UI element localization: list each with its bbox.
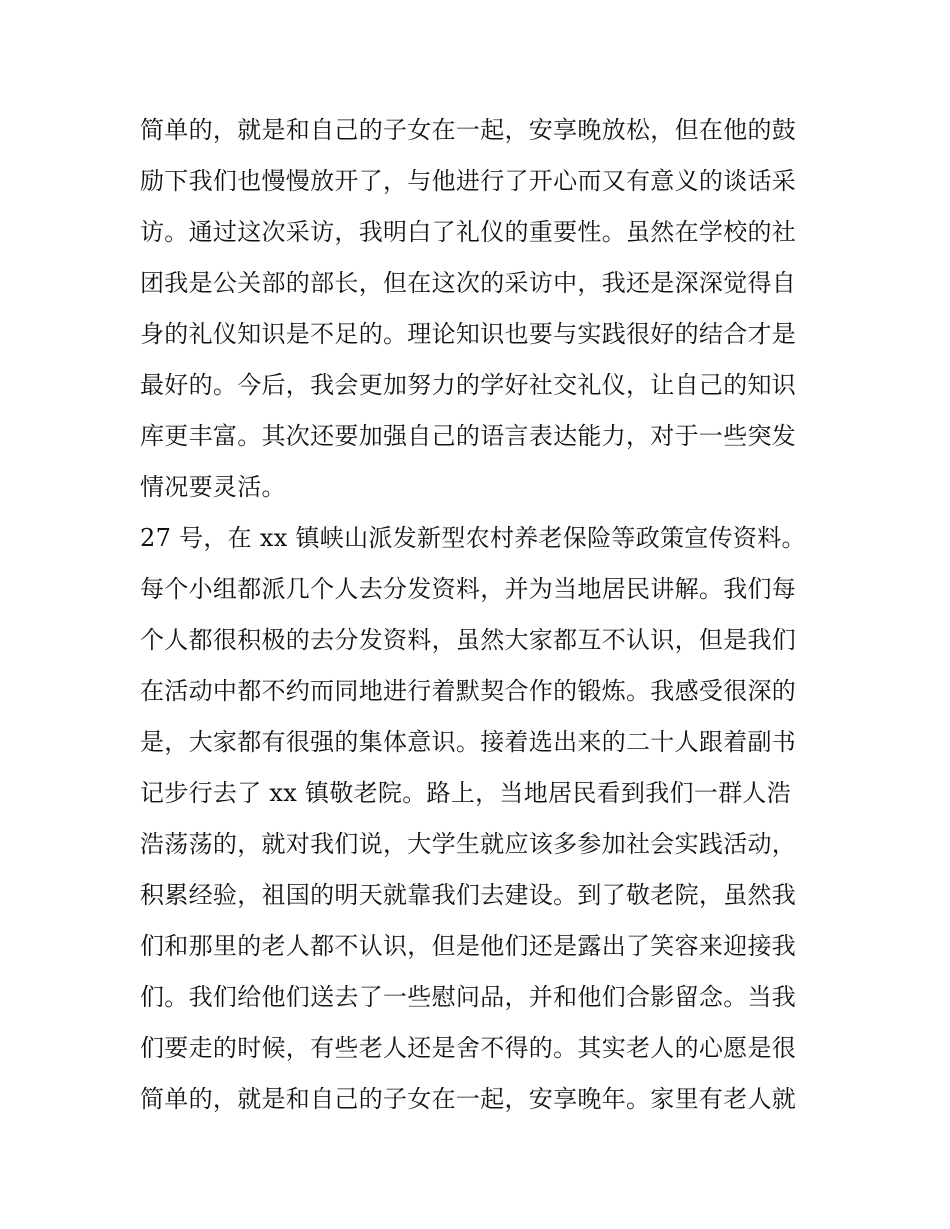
text-line: 在活动中都不约而同地进行着默契合作的锻炼。我感受很深的 — [140, 677, 797, 705]
text-line: 简单的，就是和自己的子女在一起，安享晚年。家里有老人就 — [140, 1085, 797, 1113]
text-line: 积累经验，祖国的明天就靠我们去建设。到了敬老院，虽然我 — [140, 881, 797, 909]
text-line: 最好的。今后，我会更加努力的学好社交礼仪，让自己的知识 — [140, 371, 797, 399]
text-line: 们要走的时候，有些老人还是舍不得的。其实老人的心愿是很 — [140, 1034, 797, 1062]
text-line: 库更丰富。其次还要加强自己的语言表达能力，对于一些突发 — [140, 422, 797, 450]
text-line: 记步行去了 xx 镇敬老院。路上，当地居民看到我们一群人浩 — [140, 779, 792, 807]
text-line: 每个小组都派几个人去分发资料，并为当地居民讲解。我们每 — [140, 575, 797, 603]
text-line: 访。通过这次采访，我明白了礼仪的重要性。虽然在学校的社 — [140, 218, 797, 246]
text-line: 们。我们给他们送去了一些慰问品，并和他们合影留念。当我 — [140, 983, 797, 1011]
text-line: 是，大家都有很强的集体意识。接着选出来的二十人跟着副书 — [140, 728, 797, 756]
text-line: 身的礼仪知识是不足的。理论知识也要与实践很好的结合才是 — [140, 320, 797, 348]
text-line: 团我是公关部的部长，但在这次的采访中，我还是深深觉得自 — [140, 269, 797, 297]
text-line: 励下我们也慢慢放开了，与他进行了开心而又有意义的谈话采 — [140, 167, 797, 195]
text-line: 情况要灵活。 — [140, 473, 286, 501]
body-text — [140, 105, 820, 1125]
text-line: 们和那里的老人都不认识，但是他们还是露出了笑容来迎接我 — [140, 932, 797, 960]
text-line: 27 号，在 xx 镇峡山派发新型农村养老保险等政策宣传资料。 — [140, 524, 806, 552]
text-line: 个人都很积极的去分发资料，虽然大家都互不认识，但是我们 — [140, 626, 797, 654]
text-line: 浩荡荡的，就对我们说，大学生就应该多参加社会实践活动， — [140, 830, 797, 858]
text-line: 简单的，就是和自己的子女在一起，安享晚放松，但在他的鼓 — [140, 116, 797, 144]
